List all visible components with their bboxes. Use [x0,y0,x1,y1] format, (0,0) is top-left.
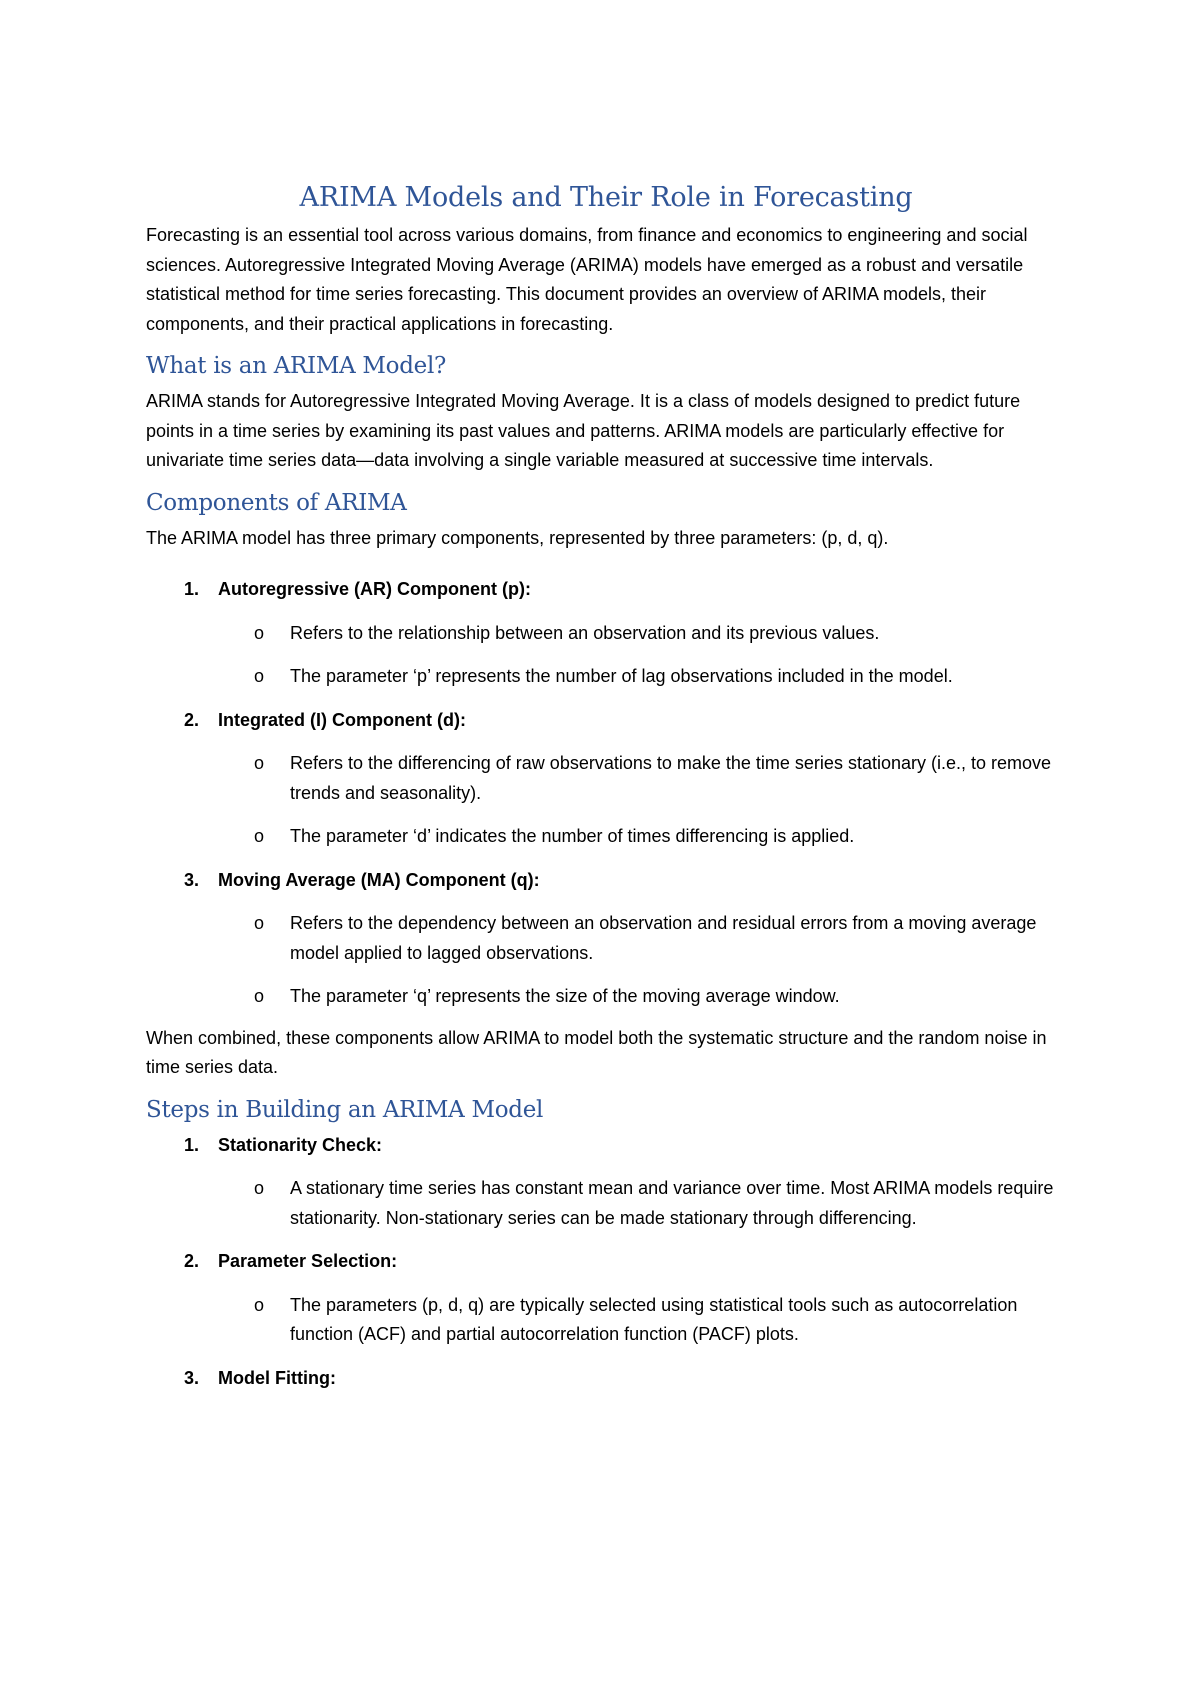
list-item-title: Model Fitting: [218,1367,336,1388]
sub-list-item [146,1291,1066,1350]
sub-list-text: Refers to the differencing of raw observations to make the time series stationary (i.e., to remove trends and seasonality). [290,753,1052,803]
sub-list-item [146,822,1066,852]
numbered-list-item [146,1247,1066,1350]
list-item-title: Integrated (I) Component (d): [218,709,466,730]
list-item-title: Autoregressive (AR) Component (p): [218,579,532,599]
sub-list [146,1291,1066,1350]
list-number: 1. [184,1134,200,1155]
circle-bullet-icon: o [254,666,265,686]
section-heading-what-is-arima: What is an ARIMA Model? [146,353,447,379]
list-number: 2. [184,1251,200,1271]
sub-list-text: The parameters (p, d, q) are typically selected using statistical tools such as autocorrelation function (ACF) and partial autocorrelation function (PACF) plots. [290,1294,1018,1344]
numbered-list-item [146,706,1066,852]
numbered-list-item [146,1131,1066,1234]
section-what-is-arima-body: ARIMA stands for Autoregressive Integrated Moving Average. It is a class of models designed to predict future points in a time series by examining its past values and patterns. ARIMA models are particularly effective for univariate time series data—data involving a single variable measured at successive time intervals. [146,391,1021,470]
sub-list-item [146,909,1066,968]
list-item-title: Parameter Selection: [218,1251,398,1271]
list-item-title: Stationarity Check: [218,1134,383,1155]
sub-list-item [146,1174,1066,1233]
sub-list [146,619,1066,692]
sub-list-text: The parameter ‘q’ represents the size of the moving average window. [290,986,840,1006]
sub-list [146,749,1066,852]
section-heading-components: Components of ARIMA [146,489,407,516]
sub-list-text: Refers to the relationship between an observation and its previous values. [290,622,880,643]
components-lead: The ARIMA model has three primary components, represented by three parameters: (p, d, q). [146,527,889,548]
list-item-title: Moving Average (MA) Component (q): [218,869,540,890]
sub-list-text: The parameter ‘d’ indicates the number of times differencing is applied. [290,826,855,846]
intro-paragraph: Forecasting is an essential tool across various domains, from finance and economics to engineering and social sciences. Autoregressive Integrated Moving Average (ARIMA) models have emerged as a robust and versatile statistical method for time series forecasting. This document provides an overview of ARIMA models, their components, and their practical applications in forecasting. [146,225,1028,334]
circle-bullet-icon: o [254,1294,265,1315]
sub-list [146,1174,1066,1233]
sub-list [146,909,1066,1012]
components-list [146,575,1066,1012]
list-number: 3. [184,869,200,890]
numbered-list-item [146,575,1066,692]
section-heading-steps: Steps in Building an ARIMA Model [146,1096,544,1123]
sub-list-text: The parameter ‘p’ represents the number of lag observations included in the model. [290,666,953,686]
circle-bullet-icon: o [254,753,265,773]
circle-bullet-icon: o [254,826,265,846]
circle-bullet-icon: o [254,913,265,933]
sub-list-text: Refers to the dependency between an observation and residual errors from a moving average model applied to lagged observations. [290,913,1037,963]
list-number: 3. [184,1367,200,1388]
list-number: 1. [184,579,200,599]
sub-list-item [146,982,1066,1012]
numbered-list-item [146,866,1066,1012]
steps-list [146,1131,1066,1394]
list-number: 2. [184,709,200,730]
components-closing: When combined, these components allow ARIMA to model both the systematic structure and the random noise in time series data. [146,1027,1047,1077]
sub-list-item [146,662,1066,692]
circle-bullet-icon: o [254,622,265,643]
circle-bullet-icon: o [254,1178,265,1198]
sub-list-text: A stationary time series has constant mean and variance over time. Most ARIMA models require stationarity. Non-stationary series can be made stationary through differencing. [290,1178,1054,1228]
sub-list-item [146,619,1066,649]
document-body [146,182,1066,1407]
numbered-list-item [146,1364,1066,1394]
document-title: ARIMA Models and Their Role in Forecasting [299,182,913,213]
circle-bullet-icon: o [254,986,265,1006]
sub-list-item [146,749,1066,808]
